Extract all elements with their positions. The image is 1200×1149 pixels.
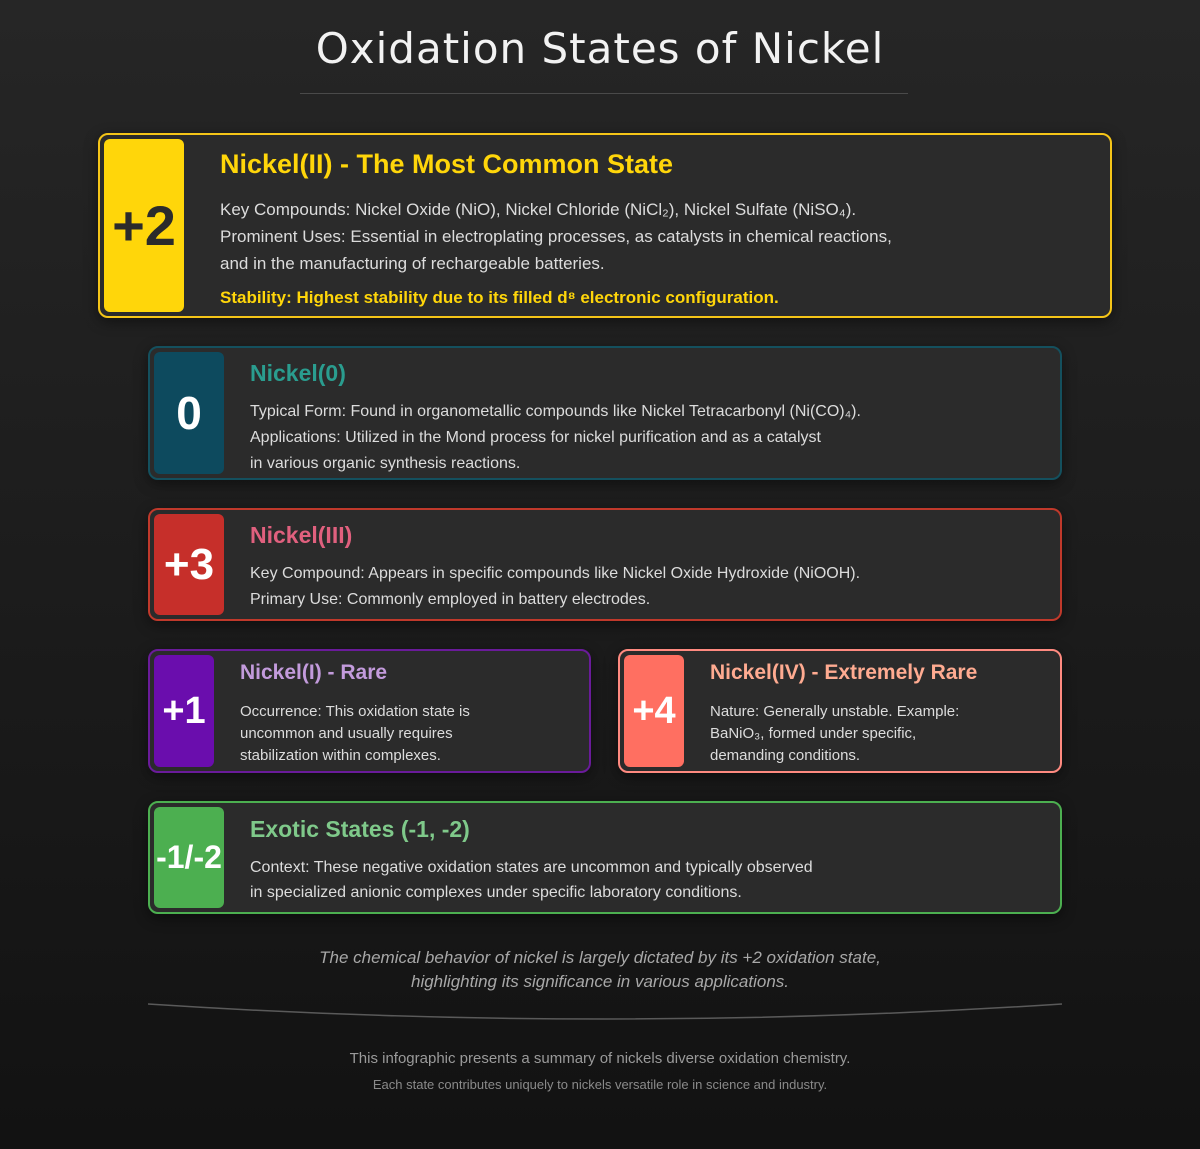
footer-subtext: Each state contributes uniquely to nickels versatile role in science and industry. bbox=[372, 1077, 828, 1092]
card-line: demanding conditions. bbox=[710, 747, 861, 764]
card-line: Primary Use: Commonly employed in battery electrodes. bbox=[250, 591, 651, 608]
stability-note: Stability: Highest stability due to its filled d⁸ electronic configuration. bbox=[220, 288, 779, 307]
card-line: BaNiO₃, formed under specific, bbox=[710, 725, 917, 742]
card-line: Context: These negative oxidation states are uncommon and typically observed bbox=[250, 859, 813, 876]
card-line: Key Compounds: Nickel Oxide (NiO), Nickel Chloride (NiCl₂), Nickel Sulfate (NiSO₄). bbox=[220, 200, 857, 219]
badge-plus-2: +2 bbox=[104, 139, 184, 312]
card-title: Nickel(I) - Rare bbox=[240, 661, 388, 684]
card-title: Nickel(IV) - Extremely Rare bbox=[710, 661, 978, 684]
card-nickel-iii bbox=[148, 508, 1062, 621]
card-line: Occurrence: This oxidation state is bbox=[240, 703, 470, 720]
card-title: Nickel(II) - The Most Common State bbox=[220, 149, 674, 179]
card-title: Exotic States (-1, -2) bbox=[250, 816, 470, 842]
card-line: Key Compound: Appears in specific compounds like Nickel Oxide Hydroxide (NiOOH). bbox=[250, 565, 861, 582]
card-nickel-ii bbox=[98, 133, 1112, 318]
title-divider bbox=[300, 93, 908, 94]
footer-text: This infographic presents a summary of nickels diverse oxidation chemistry. bbox=[349, 1050, 851, 1067]
badge-minus-1-2: -1/-2 bbox=[154, 807, 224, 908]
card-line: Nature: Generally unstable. Example: bbox=[710, 703, 960, 720]
page-title: Oxidation States of Nickel bbox=[315, 24, 885, 73]
card-line: and in the manufacturing of rechargeable batteries. bbox=[220, 254, 605, 273]
card-line: Applications: Utilized in the Mond process for nickel purification and as a catalyst bbox=[250, 429, 821, 446]
summary-line: highlighting its significance in various applications. bbox=[411, 972, 789, 991]
badge-zero: 0 bbox=[154, 352, 224, 474]
badge-plus-1: +1 bbox=[154, 655, 214, 767]
curved-divider bbox=[148, 998, 1062, 1022]
card-exotic-states bbox=[148, 801, 1062, 914]
card-nickel-i bbox=[148, 649, 591, 773]
summary-line: The chemical behavior of nickel is largely dictated by its +2 oxidation state, bbox=[319, 948, 881, 967]
card-line: in various organic synthesis reactions. bbox=[250, 455, 521, 472]
badge-plus-4: +4 bbox=[624, 655, 684, 767]
card-line: uncommon and usually requires bbox=[240, 725, 453, 742]
card-line: Prominent Uses: Essential in electroplating processes, as catalysts in chemical reactions, bbox=[220, 227, 892, 246]
card-title: Nickel(0) bbox=[250, 360, 346, 386]
card-line: in specialized anionic complexes under specific laboratory conditions. bbox=[250, 884, 742, 901]
card-nickel-iv bbox=[618, 649, 1062, 773]
card-line: Typical Form: Found in organometallic compounds like Nickel Tetracarbonyl (Ni(CO)₄). bbox=[250, 403, 861, 420]
card-line: stabilization within complexes. bbox=[240, 747, 441, 764]
card-nickel-0 bbox=[148, 346, 1062, 480]
card-title: Nickel(III) bbox=[250, 522, 353, 548]
badge-plus-3: +3 bbox=[154, 514, 224, 615]
